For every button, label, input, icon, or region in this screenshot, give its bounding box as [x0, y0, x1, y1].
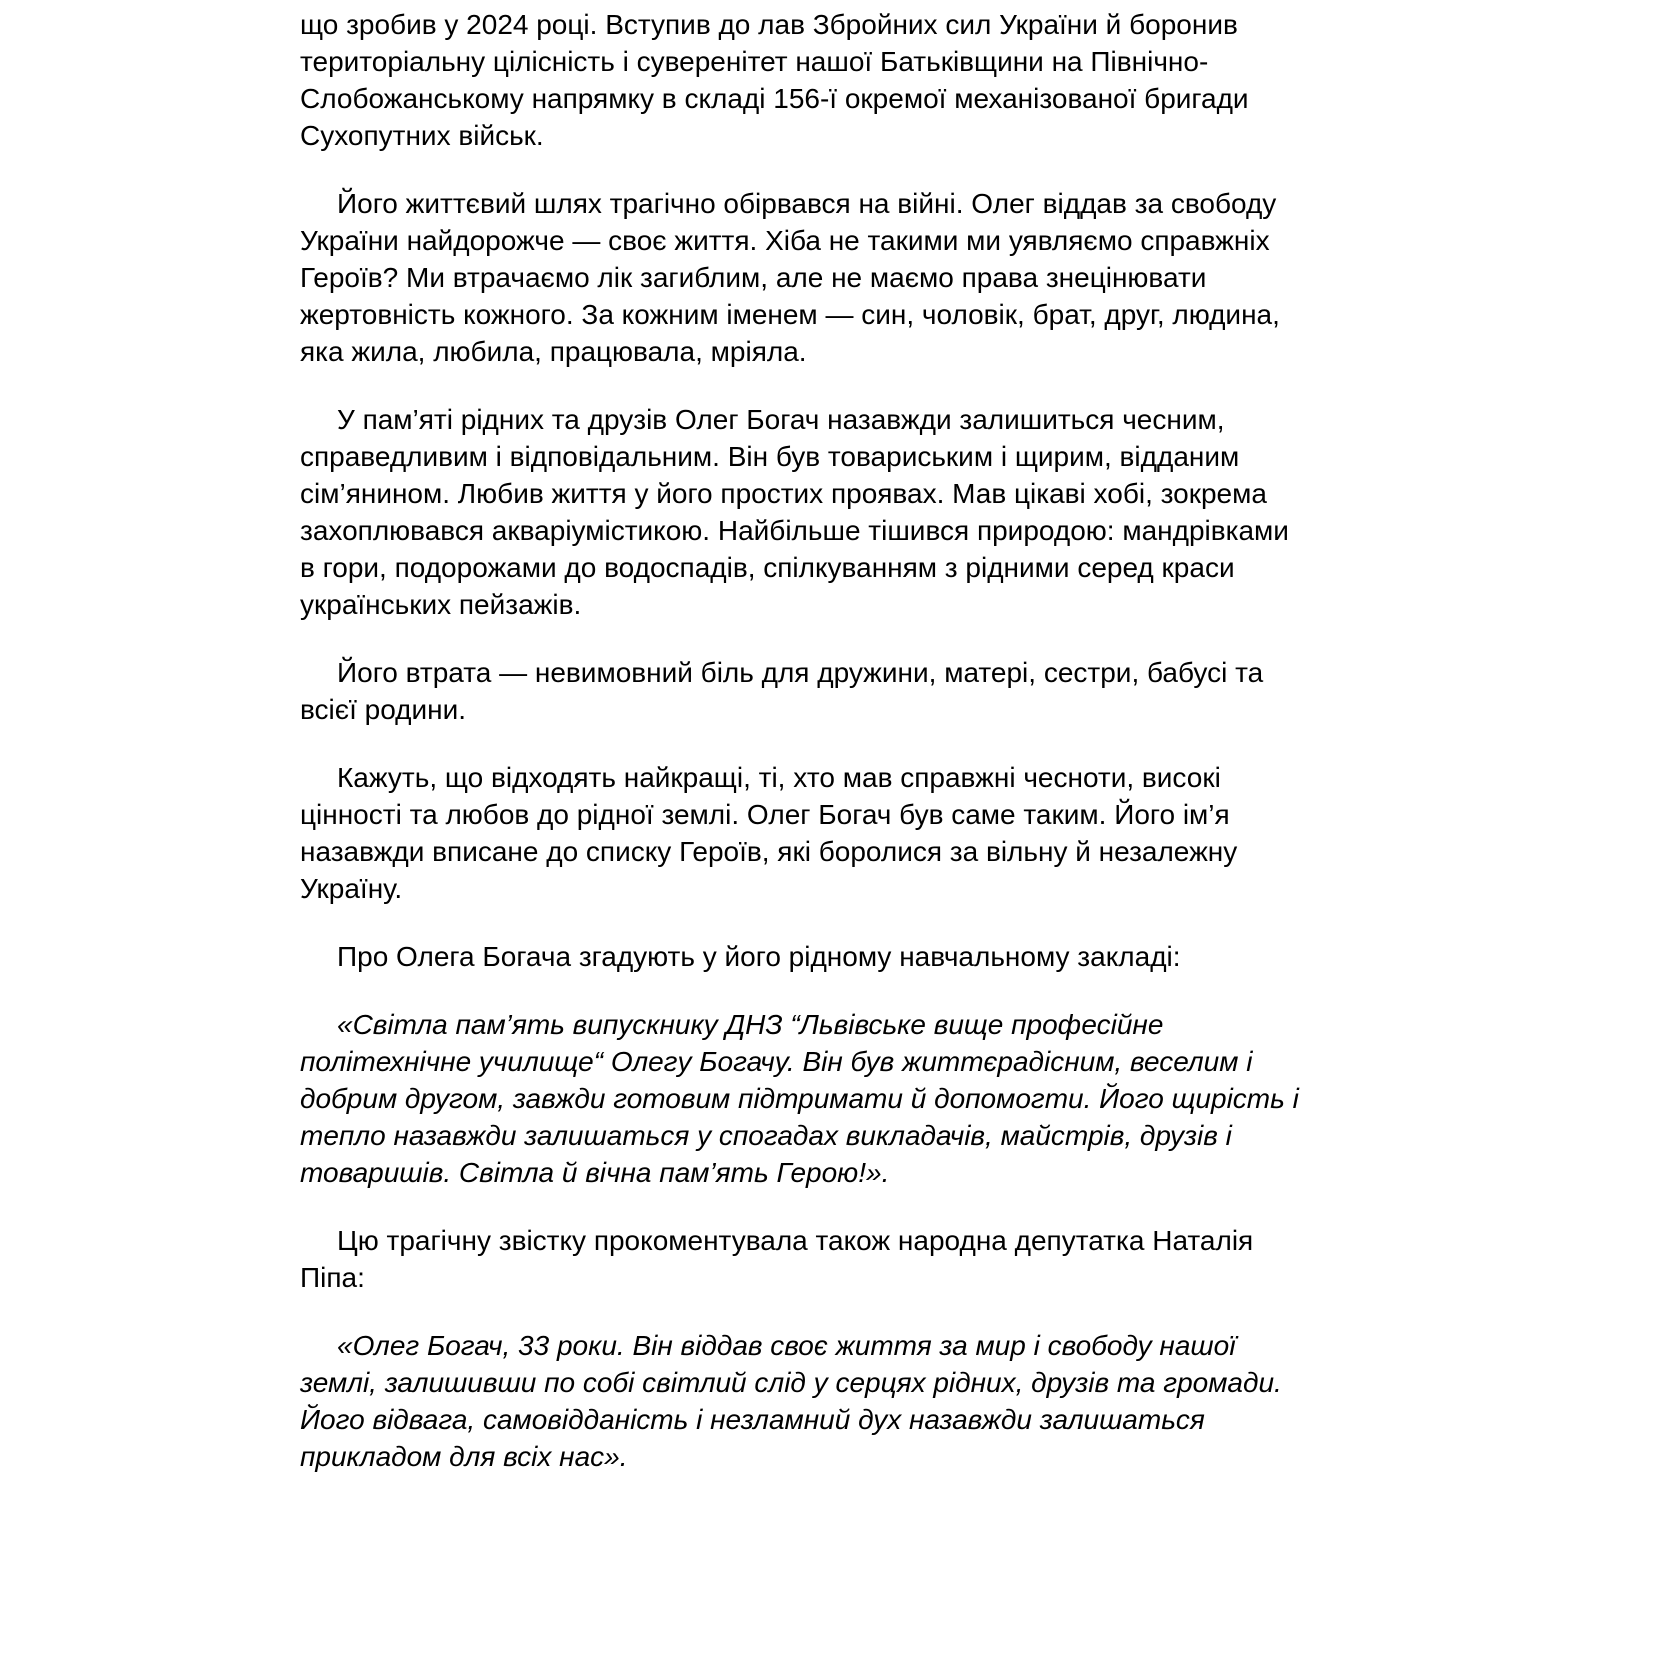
paragraph-deputy-quote: «Олег Богач, 33 роки. Він віддав своє життя за мир і свободу нашої землі, залишивши по собі світлий слід у серцях рідних, друзів та громади. Його відвага, самовідданість і незламний дух назавжди залишаться прикладом для всіх нас». [300, 1330, 1282, 1472]
paragraph-school-intro: Про Олега Богача згадують у його рідному навчальному закладі: [337, 941, 1181, 972]
text-column [300, 6, 1310, 1475]
paragraph-continuation: що зробив у 2024 році. Вступив до лав Збройних сил України й боронив територіальну цілісність і суверенітет нашої Батьківщини на Північно-Слобожанському напрямку в складі 156-ї окремої механізованої бригади Сухопутних військ. [300, 9, 1249, 151]
paragraph-loss: Його втрата — невимовний біль для дружини, матері, сестри, бабусі та всієї родини. [300, 657, 1264, 725]
paragraph-the-best-depart: Кажуть, що відходять найкращі, ті, хто мав справжні чесноти, високі цінності та любов до рідної землі. Олег Богач був саме таким. Його ім’я назавжди вписане до списку Героїв, які боролися за вільну й незалежну Україну. [300, 762, 1238, 904]
paragraph-deputy-intro: Цю трагічну звістку прокоментувала також народна депутатка Наталія Піпа: [300, 1225, 1254, 1293]
paragraph-memory-of-family: У пам’яті рідних та друзів Олег Богач назавжди залишиться чесним, справедливим і відповідальним. Він був товариським і щирим, відданим сім’янином. Любив життя у його простих проявах. Мав цікаві хобі, зокрема захоплювався акваріумістикою. Найбільше тішився природою: мандрівками в гори, подорожами до водоспадів, спілкуванням з рідними серед краси українських пейзажів. [300, 404, 1289, 620]
paragraph-life-path: Його життєвий шлях трагічно обірвався на війні. Олег віддав за свободу України найдорожче — своє життя. Хіба не такими ми уявляємо справжніх Героїв? Ми втрачаємо лік загиблим, але не маємо права знецінювати жертовність кожного. За кожним іменем — син, чоловік, брат, друг, людина, яка жила, любила, працювала, мріяла. [300, 188, 1280, 367]
paragraph-school-quote: «Світла пам’ять випускнику ДНЗ “Львівське вище професійне політехнічне училище“ Олегу Богачу. Він був життєрадісним, веселим і добрим другом, завжди готовим підтримати й допомогти. Його щирість і тепло назавжди залишаться у спогадах викладачів, майстрів, друзів і товаришів. Світла й вічна пам’ять Герою!». [300, 1009, 1299, 1188]
